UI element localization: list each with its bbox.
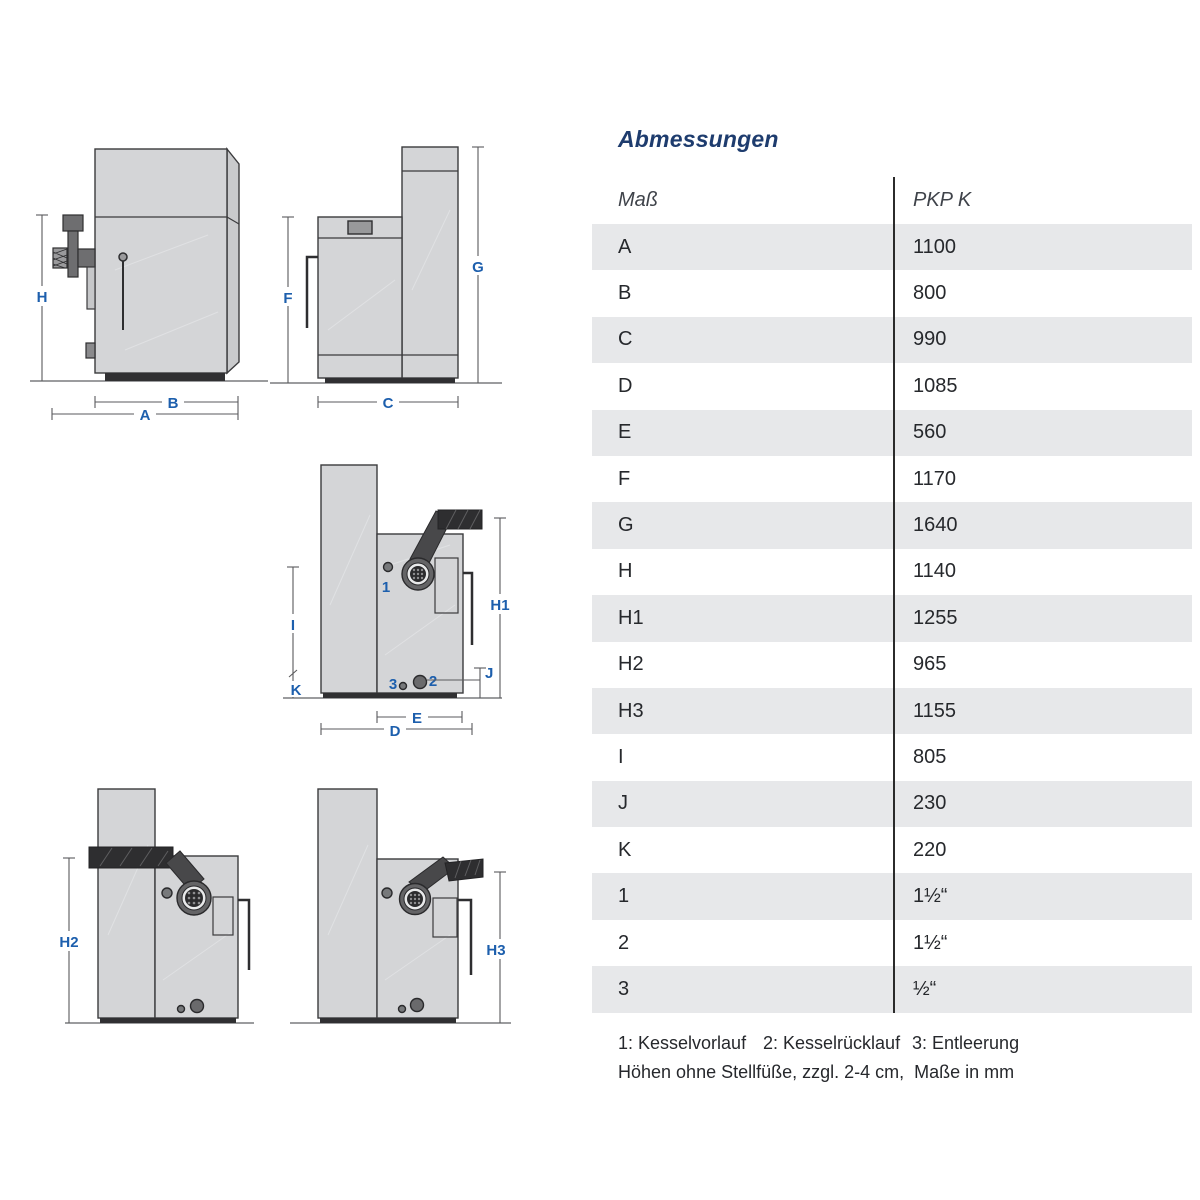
dimension-label: 2: [618, 931, 630, 954]
table-row: [592, 502, 1192, 548]
dim-label-h: H: [36, 289, 48, 306]
flow-connection-1: [384, 563, 393, 572]
flow-connection: [162, 888, 172, 898]
dim-label-h1: H1: [490, 597, 510, 614]
dimension-value: 1640: [913, 514, 958, 537]
dimension-label: A: [618, 235, 632, 258]
dimension-value: 1255: [913, 606, 958, 629]
table-row: [592, 873, 1192, 919]
dim-label-e: E: [411, 710, 423, 727]
dimension-a: [52, 406, 238, 424]
drain-connection-3: [400, 683, 407, 690]
dim-label-i: I: [290, 617, 296, 634]
dimension-g: [468, 147, 488, 383]
door-handle: [307, 257, 318, 328]
dimension-label: H2: [618, 653, 644, 676]
dimension-value: 230: [913, 792, 947, 815]
dimension-value: 965: [913, 653, 947, 676]
dimension-value: 805: [913, 745, 947, 768]
blower-fan: [400, 884, 431, 915]
table-row: [592, 410, 1192, 456]
connection-label-2: 2: [428, 673, 438, 690]
dimension-value: ½“: [913, 977, 937, 1000]
dimension-label: F: [618, 467, 631, 490]
dimension-h: [33, 215, 51, 381]
door-handle: [238, 900, 249, 970]
dimensions-table: [592, 177, 1192, 1013]
footnote: [618, 1029, 1019, 1087]
dim-label-h3: H3: [486, 942, 506, 959]
table-row: [592, 781, 1192, 827]
flow-connection: [382, 888, 392, 898]
legend-item-3: 3: Entleerung: [912, 1033, 1020, 1053]
dimension-value: 560: [913, 421, 947, 444]
dimension-h3: [482, 872, 511, 1023]
dimension-label: K: [618, 838, 632, 861]
dimension-value: 1100: [913, 235, 957, 258]
return-connection: [191, 1000, 204, 1013]
table-row: [592, 317, 1192, 363]
dimension-label: G: [618, 514, 634, 537]
dimension-value: 1½“: [913, 885, 948, 908]
dim-label-d: D: [389, 723, 401, 740]
dimension-f: [279, 217, 297, 383]
dimension-label: B: [618, 282, 632, 305]
boiler-base: [105, 373, 225, 381]
dim-label-h2: H2: [59, 934, 79, 951]
table-row: [592, 827, 1192, 873]
table-row: [592, 595, 1192, 641]
rear-view-drawing: [280, 455, 525, 755]
dim-label-b: B: [167, 395, 179, 412]
column-header-model: PKP K: [913, 189, 972, 211]
dimension-label: H1: [618, 606, 644, 629]
blower-fan: [402, 558, 434, 590]
table-header-row: [592, 177, 1192, 224]
dimension-label: E: [618, 421, 632, 444]
dimension-label: J: [618, 792, 628, 815]
dimension-label: I: [618, 745, 624, 768]
burner-fitting: [53, 215, 95, 358]
connection-legend: [618, 1029, 1019, 1058]
dimension-i-k: [284, 567, 306, 699]
boiler-base: [100, 1018, 236, 1023]
dimension-value: 1085: [913, 374, 958, 397]
front-view-drawing: [30, 140, 270, 430]
table-row: [592, 642, 1192, 688]
dimension-label: 3: [618, 977, 630, 1000]
dim-label-g: G: [472, 259, 484, 276]
dim-label-j: J: [485, 665, 494, 682]
pellet-hopper: [321, 465, 377, 693]
pellet-hopper: [318, 789, 377, 1018]
dimension-value: 220: [913, 838, 947, 861]
drain-connection: [399, 1006, 406, 1013]
legend-item-1: 1: Kesselvorlauf: [618, 1033, 747, 1053]
connection-label-1: 1: [381, 579, 391, 596]
dimension-label: C: [618, 328, 633, 351]
dimension-c: [318, 393, 458, 412]
boiler-base: [320, 1018, 456, 1023]
dim-label-f: F: [283, 290, 293, 307]
page-title: Abmessungen: [618, 126, 779, 152]
dimension-label: H3: [618, 699, 644, 722]
table-column-divider: [893, 177, 895, 1013]
dimension-d: [321, 721, 472, 740]
boiler-base: [323, 693, 457, 698]
legend-item-2: 2: Kesselrücklauf: [763, 1033, 901, 1053]
dimension-h2: [55, 858, 83, 1023]
return-connection-2: [414, 676, 427, 689]
dimension-value: 1155: [913, 699, 957, 722]
pellet-hopper: [98, 789, 155, 1018]
dimension-b: [95, 393, 238, 412]
return-connection: [411, 999, 424, 1012]
dimension-value: 800: [913, 282, 947, 305]
dimension-value: 1½“: [913, 931, 948, 954]
table-row: [592, 734, 1192, 780]
measurement-note: Höhen ohne Stellfüße, zzgl. 2-4 cm, Maße in mm: [618, 1062, 1015, 1082]
table-row: [592, 363, 1192, 409]
table-row: [592, 224, 1192, 270]
door-handle: [463, 573, 472, 645]
dim-label-a: A: [139, 407, 151, 424]
control-display: [348, 221, 372, 234]
table-body: [592, 224, 1192, 1013]
table-row: [592, 688, 1192, 734]
door-handle: [458, 900, 471, 975]
connection-label-3: 3: [388, 676, 398, 693]
rear-left-view-drawing: [30, 775, 280, 1080]
side-view-drawing: [270, 140, 520, 430]
boiler-base: [325, 378, 455, 383]
table-row: [592, 549, 1192, 595]
blower-fan: [177, 881, 211, 915]
dimension-value: 1140: [913, 560, 957, 583]
dimension-label: 1: [618, 885, 630, 908]
column-header-dimension: Maß: [618, 189, 658, 211]
table-row: [592, 456, 1192, 502]
dimension-label: D: [618, 374, 633, 397]
drain-connection: [178, 1006, 185, 1013]
dim-label-k: K: [290, 682, 302, 699]
rear-right-view-drawing: [285, 775, 525, 1080]
dim-label-c: C: [382, 395, 394, 412]
dimension-value: 990: [913, 328, 947, 351]
table-row: [592, 966, 1192, 1012]
table-row: [592, 920, 1192, 966]
table-row: [592, 270, 1192, 316]
dimension-label: H: [618, 560, 633, 583]
boiler-body: [95, 149, 239, 381]
dimension-value: 1170: [913, 467, 957, 490]
pellet-hopper: [402, 147, 458, 378]
